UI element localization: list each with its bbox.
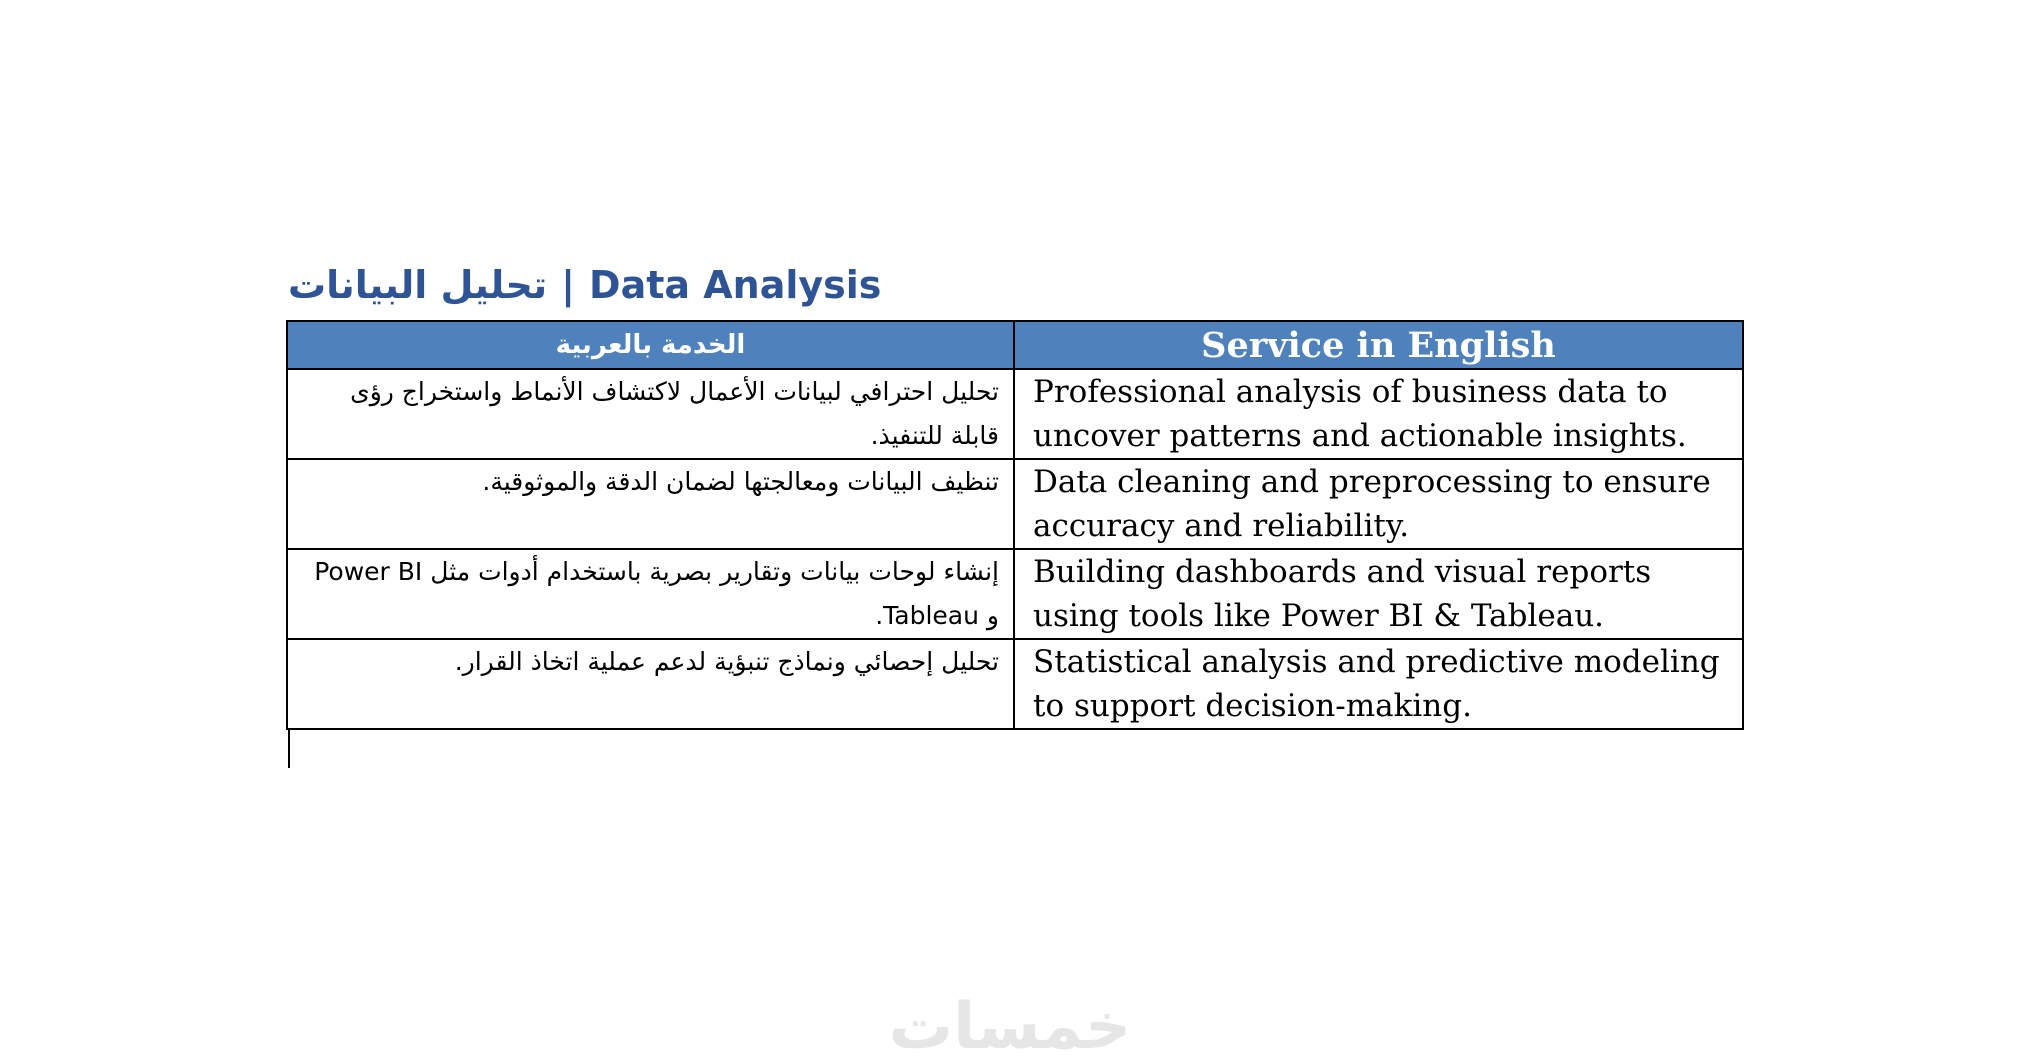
- section-title-english: Data Analysis: [589, 263, 882, 307]
- service-arabic-cell: تحليل احترافي لبيانات الأعمال لاكتشاف الأنماط واستخراج رؤى قابلة للتنفيذ.: [287, 369, 1014, 459]
- table-header-row: [287, 321, 1743, 369]
- section-title-arabic: تحليل البيانات: [288, 263, 548, 307]
- text-cursor[interactable]: [288, 728, 290, 768]
- service-english-cell: Professional analysis of business data to uncover patterns and actionable insights.: [1014, 369, 1743, 459]
- service-arabic-cell: إنشاء لوحات بيانات وتقارير بصرية باستخدام أدوات مثل Power BI و Tableau.: [287, 549, 1014, 639]
- service-english-cell: Data cleaning and preprocessing to ensure accuracy and reliability.: [1014, 459, 1743, 549]
- header-english: Service in English: [1014, 321, 1743, 369]
- table-row: [287, 639, 1743, 729]
- watermark-logo: خمسات: [888, 990, 1132, 1064]
- section-title: [288, 255, 881, 315]
- service-arabic-cell: تنظيف البيانات ومعالجتها لضمان الدقة والموثوقية.: [287, 459, 1014, 549]
- header-arabic: الخدمة بالعربية: [287, 321, 1014, 369]
- service-arabic-cell: تحليل إحصائي ونماذج تنبؤية لدعم عملية اتخاذ القرار.: [287, 639, 1014, 729]
- table-row: [287, 459, 1743, 549]
- table-row: [287, 549, 1743, 639]
- table-row: [287, 369, 1743, 459]
- title-separator: |: [561, 263, 576, 307]
- services-table: [286, 320, 1744, 730]
- service-english-cell: Statistical analysis and predictive modeling to support decision-making.: [1014, 639, 1743, 729]
- service-english-cell: Building dashboards and visual reports using tools like Power BI & Tableau.: [1014, 549, 1743, 639]
